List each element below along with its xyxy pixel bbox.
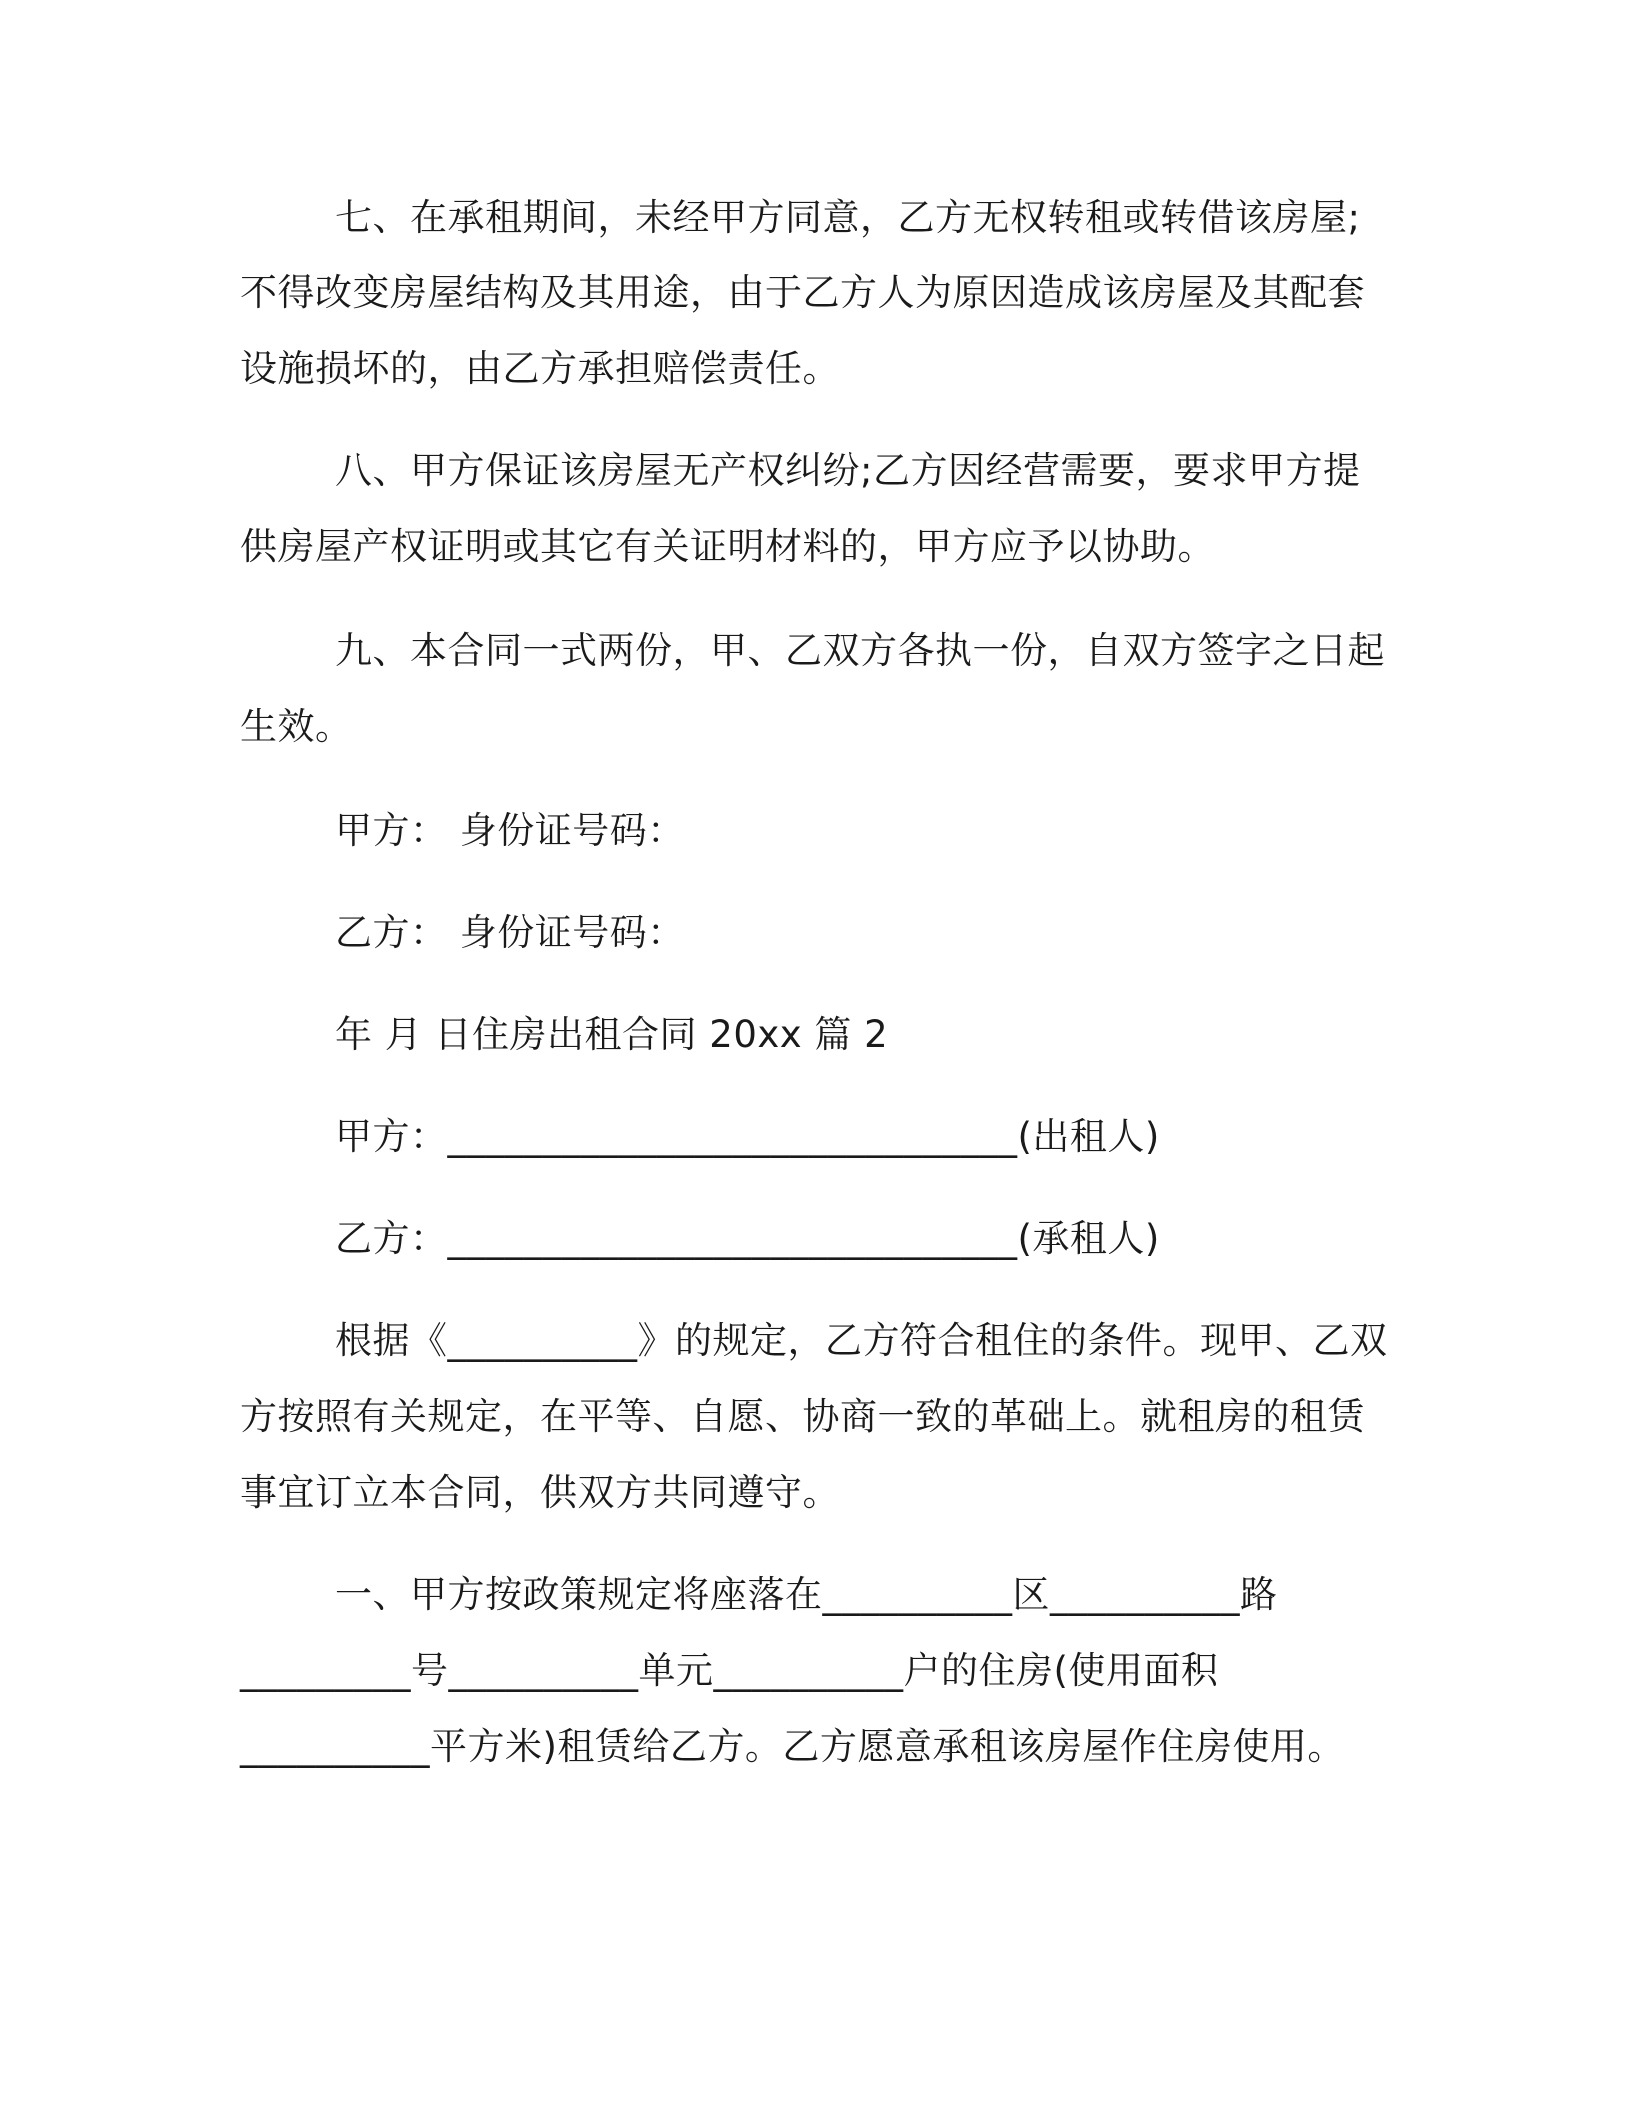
section-title-line: 年 月 日住房出租合同 20xx 篇 2	[335, 1013, 889, 1056]
lessor-line: 甲方：______________________________(出租人)	[335, 1115, 1160, 1158]
party-a-id-line: 甲方： 身份证号码：	[335, 809, 685, 852]
article-1-line-2: _________号__________单元__________户的住房(使用面积	[240, 1649, 1219, 1692]
clause-7-line-2: 不得改变房屋结构及其用途，由于乙方人为原因造成该房屋及其配套	[240, 271, 1365, 314]
preamble-line-3: 事宜订立本合同，供双方共同遵守。	[240, 1471, 840, 1514]
clause-7-line-3: 设施损坏的，由乙方承担赔偿责任。	[240, 347, 840, 390]
clause-9-line-1: 九、本合同一式两份，甲、乙双方各执一份，自双方签字之日起	[335, 629, 1385, 672]
party-b-id-line: 乙方： 身份证号码：	[335, 911, 685, 954]
clause-8-line-1: 八、甲方保证该房屋无产权纠纷;乙方因经营需要，要求甲方提	[335, 449, 1361, 492]
article-1-line-1: 一、甲方按政策规定将座落在__________区__________路	[335, 1573, 1278, 1616]
lessee-line: 乙方：______________________________(承租人)	[335, 1217, 1160, 1260]
preamble-line-1: 根据《__________》的规定，乙方符合租住的条件。现甲、乙双	[335, 1319, 1388, 1362]
article-1-line-3: __________平方米)租赁给乙方。乙方愿意承租该房屋作住房使用。	[240, 1725, 1345, 1768]
clause-7-line-1: 七、在承租期间，未经甲方同意，乙方无权转租或转借该房屋;	[335, 196, 1361, 239]
clause-9-line-2: 生效。	[240, 705, 353, 748]
preamble-line-2: 方按照有关规定，在平等、自愿、协商一致的革础上。就租房的租赁	[240, 1395, 1365, 1438]
clause-8-line-2: 供房屋产权证明或其它有关证明材料的，甲方应予以协助。	[240, 525, 1215, 568]
